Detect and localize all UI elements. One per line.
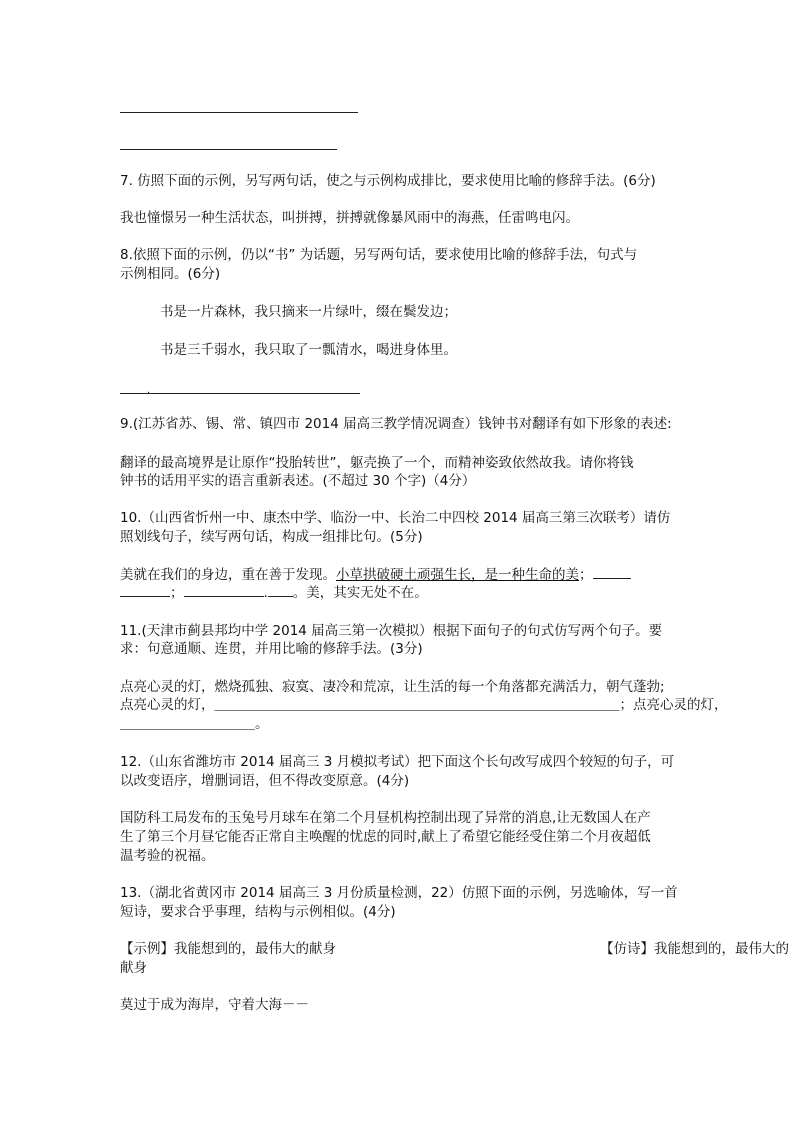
answer-line <box>120 393 360 394</box>
q13-prompt-line2: 短诗，要求合乎事理，结构与示例相似。(4分) <box>120 904 396 920</box>
q12-prompt-line1: 12.（山东省潍坊市 2014 届高三 3 月模拟考试）把下面这个长句改写成四个较短的句子，可 <box>120 754 675 770</box>
q11-prompt-line1: 11.(天津市蓟县邦均中学 2014 届高三第一次模拟）根据下面句子的句式仿写两个句子。要 <box>120 623 663 639</box>
q9-text-line1: 翻译的最高境界是让原作“投胎转世”，躯壳换了一个，而精神姿致依然故我。请你将钱 <box>120 455 634 471</box>
q13-poem-line: 莫过于成为海岸，守着大海－－ <box>120 997 309 1013</box>
q10-underlined-sentence: 小草拱破硬土顽强生长，是一种生命的美 <box>336 567 579 583</box>
answer-line <box>120 112 358 113</box>
q13-imitation-label: 【仿诗】我能想到的，最伟大的 <box>600 941 789 957</box>
q10-prompt-line1: 10.（山西省忻州一中、康杰中学、临汾一中、长治二中四校 2014 届高三第三次联考）请仿 <box>120 510 671 526</box>
q10-text-end: 。美，其实无处不在。 <box>292 585 428 601</box>
q10-text-b: ； <box>579 567 593 583</box>
stray-dot: . <box>147 385 151 396</box>
q12-text-line2: 生了第三个月昼它能否正常自主唤醒的忧虑的同时,献上了希望它能经受住第二个月夜超低 <box>120 829 651 845</box>
q11-text-line2: 点亮心灵的灯，＿＿＿＿＿＿＿＿＿＿＿＿＿＿＿＿＿＿＿＿＿＿＿＿＿＿＿＿＿＿；点亮心灵的灯， <box>120 697 728 713</box>
q10-text-d: . <box>263 585 268 601</box>
q10-blank-1b[interactable] <box>120 582 170 597</box>
q9-text-line2: 钟书的话用平实的语言重新表述。(不超过 30 个字)（4分） <box>120 473 476 489</box>
q9-prompt: 9.(江苏省苏、锡、常、镇四市 2014 届高三教学情况调查）钱钟书对翻译有如下形象的表述: <box>120 416 672 432</box>
q10-text-line2 <box>120 582 677 604</box>
q7-prompt: 7. 仿照下面的示例，另写两句话，使之与示例构成排比，要求使用比喻的修辞手法。(6分) <box>120 173 656 189</box>
q8-prompt-line2: 示例相同。(6分) <box>120 266 221 282</box>
q8-prompt-line1: 8.依照下面的示例，仍以“书” 为话题，另写两句话，要求使用比喻的修辞手法，句式与 <box>120 247 638 263</box>
q10-prompt-line2: 照划线句子，续写两句话，构成一组排比句。(5分) <box>120 529 423 545</box>
q10-blank-2a[interactable] <box>184 582 264 597</box>
q12-prompt-line2: 以改变语序，增删词语，但不得改变原意。(4分) <box>120 773 410 789</box>
q10-text-c: ； <box>170 585 184 601</box>
q10-blank-1a[interactable] <box>593 564 631 579</box>
q10-blank-2b[interactable] <box>268 582 293 597</box>
q8-example-2: 书是三千弱水，我只取了一瓢清水，喝进身体里。 <box>160 342 457 358</box>
q11-text-line3: ＿＿＿＿＿＿＿＿＿＿。 <box>120 716 269 732</box>
q11-text-line1: 点亮心灵的灯，燃烧孤独、寂寞、凄冷和荒凉，让生活的每一个角落都充满活力，朝气蓬勃; <box>120 679 665 695</box>
q13-prompt-line1: 13.（湖北省黄冈市 2014 届高三 3 月份质量检测，22）仿照下面的示例，另选喻体，写一首 <box>120 885 678 901</box>
q8-example-1: 书是一片森林，我只摘来一片绿叶，缀在鬓发边； <box>160 304 457 320</box>
answer-line <box>120 149 337 150</box>
q13-imitation-cont: 献身 <box>120 960 147 976</box>
q11-prompt-line2: 求：句意通顺、连贯，并用比喻的修辞手法。(3分) <box>120 641 423 657</box>
q12-text-line3: 温考验的祝福。 <box>120 848 215 864</box>
q12-text-line1: 国防科工局发布的玉兔号月球车在第二个月昼机构控制出现了异常的消息,让无数国人在产 <box>120 810 651 826</box>
q13-example-label: 【示例】我能想到的，最伟大的献身 <box>120 941 336 957</box>
q10-text-a: 美就在我们的身边，重在善于发现。 <box>120 567 336 583</box>
q7-example: 我也憧憬另一种生活状态，叫拼搏，拼搏就像暴风雨中的海燕，任雷鸣电闪。 <box>120 210 579 226</box>
